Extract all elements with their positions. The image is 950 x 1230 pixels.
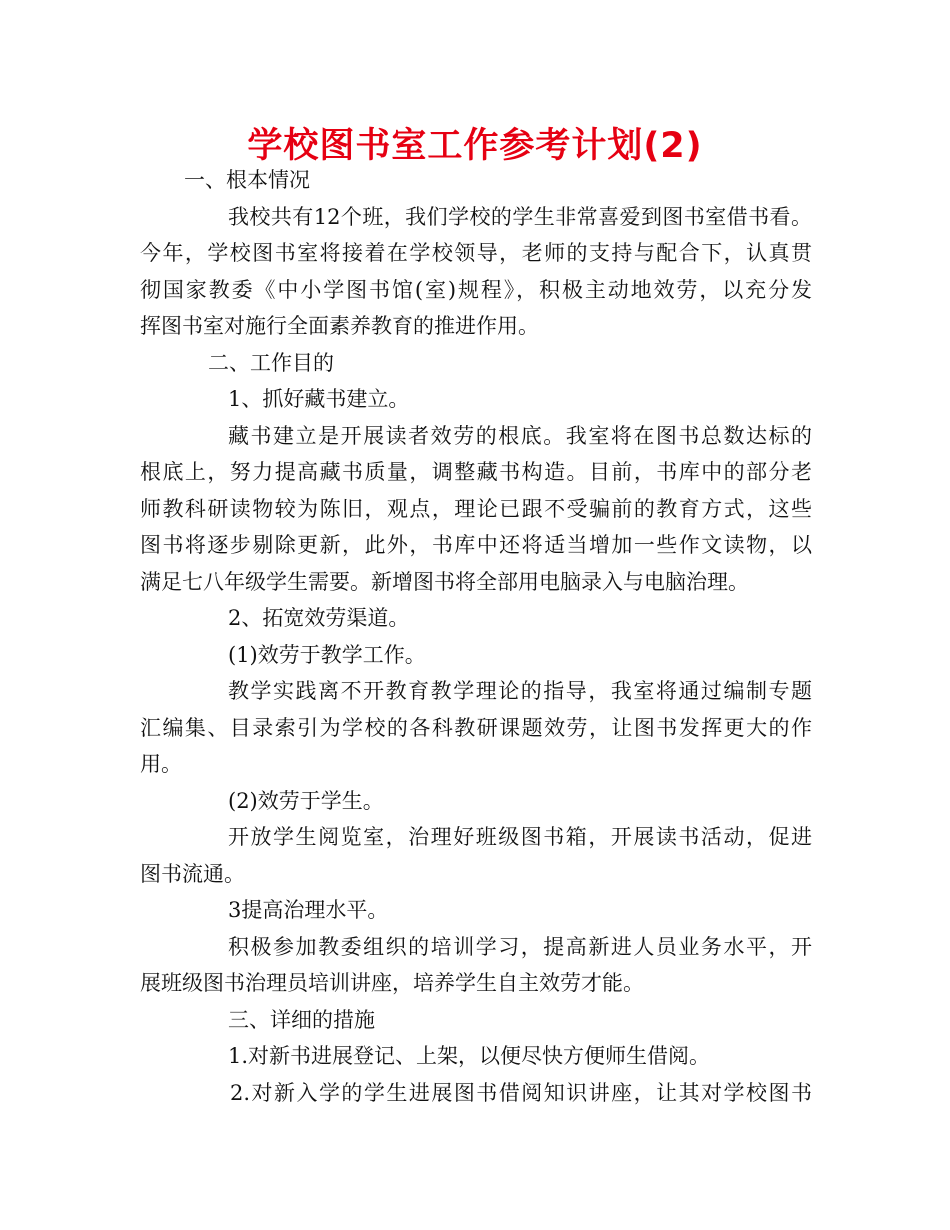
paragraph-line: 展班级图书治理员培训讲座，培养学生自主效劳才能。 bbox=[140, 971, 644, 995]
paragraph-line: 积极参加教委组织的培训学习，提高新进人员业务水平，开 bbox=[228, 934, 812, 959]
paragraph-line: 今年，学校图书室将接着在学校领导，老师的支持与配合下，认真贯 bbox=[140, 241, 812, 265]
paragraph-line: 彻国家教委《中小学图书馆(室)规程》，积极主动地效劳，以充分发 bbox=[140, 277, 812, 302]
paragraph-line: 汇编集、目录索引为学校的各科教研课题效劳，让图书发挥更大的作 bbox=[140, 715, 812, 740]
paragraph-line: 师教科研读物较为陈旧，观点，理论已跟不受骗前的教育方式，这些 bbox=[140, 496, 812, 521]
paragraph-line: 我校共有12个班，我们学校的学生非常喜爱到图书室借书看。 bbox=[228, 204, 812, 229]
paragraph-line: 根底上，努力提高藏书质量，调整藏书构造。目前，书库中的部分老 bbox=[140, 460, 812, 484]
subsection-heading: 3提高治理水平。 bbox=[228, 898, 389, 922]
paragraph-line: 藏书建立是开展读者效劳的根底。我室将在图书总数达标的 bbox=[228, 423, 812, 448]
subsection-heading: (2)效劳于学生。 bbox=[228, 788, 384, 813]
paragraph-line: 图书流通。 bbox=[140, 861, 245, 886]
section-heading-goals: 二、工作目的 bbox=[208, 350, 334, 375]
paragraph-line: 图书将逐步剔除更新，此外，书库中还将适当增加一些作文读物，以 bbox=[140, 533, 812, 557]
paragraph-line: 教学实践离不开教育教学理论的指导，我室将通过编制专题 bbox=[228, 679, 812, 703]
subsection-heading: (1)效劳于教学工作。 bbox=[228, 642, 426, 667]
list-item: 1.对新书进展登记、上架，以便尽快方便师生借阅。 bbox=[228, 1044, 711, 1068]
subsection-heading: 1、抓好藏书建立。 bbox=[228, 387, 410, 411]
section-heading-basic: 一、根本情况 bbox=[184, 168, 310, 192]
list-item: 2.对新入学的学生进展图书借阅知识讲座，让其对学校图书 bbox=[230, 1080, 812, 1105]
section-heading-measures: 三、详细的措施 bbox=[228, 1007, 375, 1032]
document-title: 学校图书室工作参考计划(2) bbox=[247, 126, 703, 166]
subsection-heading: 2、拓宽效劳渠道。 bbox=[228, 606, 410, 630]
document-body bbox=[140, 162, 812, 1111]
paragraph-line: 挥图书室对施行全面素养教育的推进作用。 bbox=[140, 314, 539, 338]
paragraph-line: 开放学生阅览室，治理好班级图书箱，开展读书活动，促进 bbox=[228, 825, 812, 849]
paragraph-line: 用。 bbox=[140, 752, 182, 776]
paragraph-line: 满足七八年级学生需要。新增图书将全部用电脑录入与电脑治理。 bbox=[140, 569, 749, 594]
